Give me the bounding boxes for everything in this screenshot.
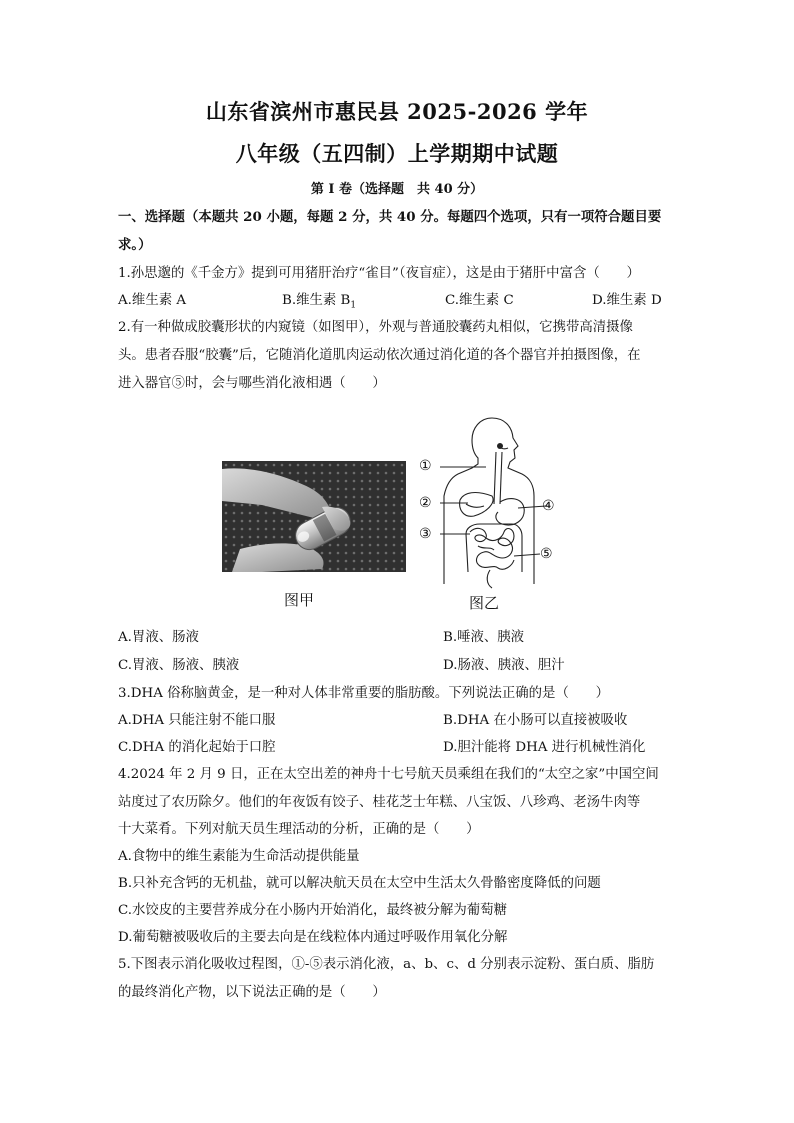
q5-stem-line1: 5.下图表示消化吸收过程图，①-⑤表示消化液，a、b、c、d 分别表示淀粉、蛋白质、脂肪 xyxy=(118,957,655,972)
q4-option-d: D.葡萄糖被吸收后的主要去向是在线粒体内通过呼吸作用氧化分解 xyxy=(118,930,508,945)
q1-option-b-subscript: 1 xyxy=(350,300,357,311)
q5-stem-line2: 的最终消化产物，以下说法正确的是（ ） xyxy=(118,985,386,1000)
diagram-marker-1: ① xyxy=(419,458,432,474)
q4-stem-line1: 4.2024 年 2 月 9 日，正在太空出差的神舟十七号航天员乘组在我们的“太空之家”中国空间 xyxy=(118,767,659,782)
q2-stem-line2: 头。患者吞服“胶囊”后，它随消化道肌肉运动依次通过消化道的各个器官并拍摄图像，在 xyxy=(118,348,641,363)
q1-option-a: A.维生素 A xyxy=(118,293,187,308)
q2-stem-line3: 进入器官⑤时，会与哪些消化液相遇（ ） xyxy=(118,376,386,391)
q2-option-d: D.肠液、胰液、胆汁 xyxy=(443,658,565,673)
exam-title-line1: 山东省滨州市惠民县 2025-2026 学年 xyxy=(205,99,589,124)
q4-option-a: A.食物中的维生素能为生命活动提供能量 xyxy=(118,849,360,864)
diagram-marker-4: ④ xyxy=(542,498,555,514)
diagram-marker-3: ③ xyxy=(419,526,432,542)
q2-option-a: A.胃液、肠液 xyxy=(118,630,199,645)
q3-option-d: D.胆汁能将 DHA 进行机械性消化 xyxy=(443,740,646,755)
diagram-marker-5: ⑤ xyxy=(540,546,553,562)
capsule-photo-illustration xyxy=(222,461,406,572)
q2-option-c: C.胃液、肠液、胰液 xyxy=(118,658,240,673)
capsule-photo xyxy=(222,461,406,572)
q1-stem: 1.孙思邈的《千金方》提到可用猪肝治疗“雀目”（夜盲症），这是由于猪肝中富含（ ） xyxy=(118,266,640,281)
q4-stem-line2: 站度过了农历除夕。他们的年夜饭有饺子、桂花芝士年糕、八宝饭、八珍鸡、老汤牛肉等 xyxy=(118,795,641,810)
q3-option-b: B.DHA 在小肠可以直接被吸收 xyxy=(443,713,628,728)
q2-stem-line1: 2.有一种做成胶囊形状的内窥镜（如图甲），外观与普通胶囊药丸相似，它携带高清摄像 xyxy=(118,320,633,335)
q4-option-c: C.水饺皮的主要营养成分在小肠内开始消化，最终被分解为葡萄糖 xyxy=(118,903,507,918)
figure-a-label: 图甲 xyxy=(284,591,315,609)
q3-option-a: A.DHA 只能注射不能口服 xyxy=(118,713,276,728)
q1-option-c: C.维生素 C xyxy=(445,293,514,308)
figure-b-label: 图乙 xyxy=(469,594,500,612)
digestive-system-diagram xyxy=(414,412,564,592)
q1-option-d: D.维生素 D xyxy=(592,293,662,308)
exam-title-line2: 八年级（五四制）上学期期中试题 xyxy=(235,141,559,166)
q1-option-b: B.维生素 $B_1$ xyxy=(282,293,357,311)
q2-option-b: B.唾液、胰液 xyxy=(443,630,525,645)
section-heading-line1: 一、选择题（本题共 20 小题，每题 2 分，共 40 分。每题四个选项，只有一项符合题目要 xyxy=(118,209,662,225)
q4-stem-line3: 十大菜肴。下列对航天员生理活动的分析，正确的是（ ） xyxy=(118,822,480,837)
q3-option-c: C.DHA 的消化起始于口腔 xyxy=(118,740,276,755)
q3-stem: 3.DHA 俗称脑黄金，是一种对人体非常重要的脂肪酸。下列说法正确的是（ ） xyxy=(118,686,610,701)
q4-option-b: B.只补充含钙的无机盐，就可以解决航天员在太空中生活太久骨骼密度降低的问题 xyxy=(118,876,601,891)
diagram-marker-2: ② xyxy=(419,495,432,511)
volume-heading: 第 I 卷（选择题 共 40 分） xyxy=(310,182,484,197)
section-heading-line2: 求。） xyxy=(118,237,152,253)
